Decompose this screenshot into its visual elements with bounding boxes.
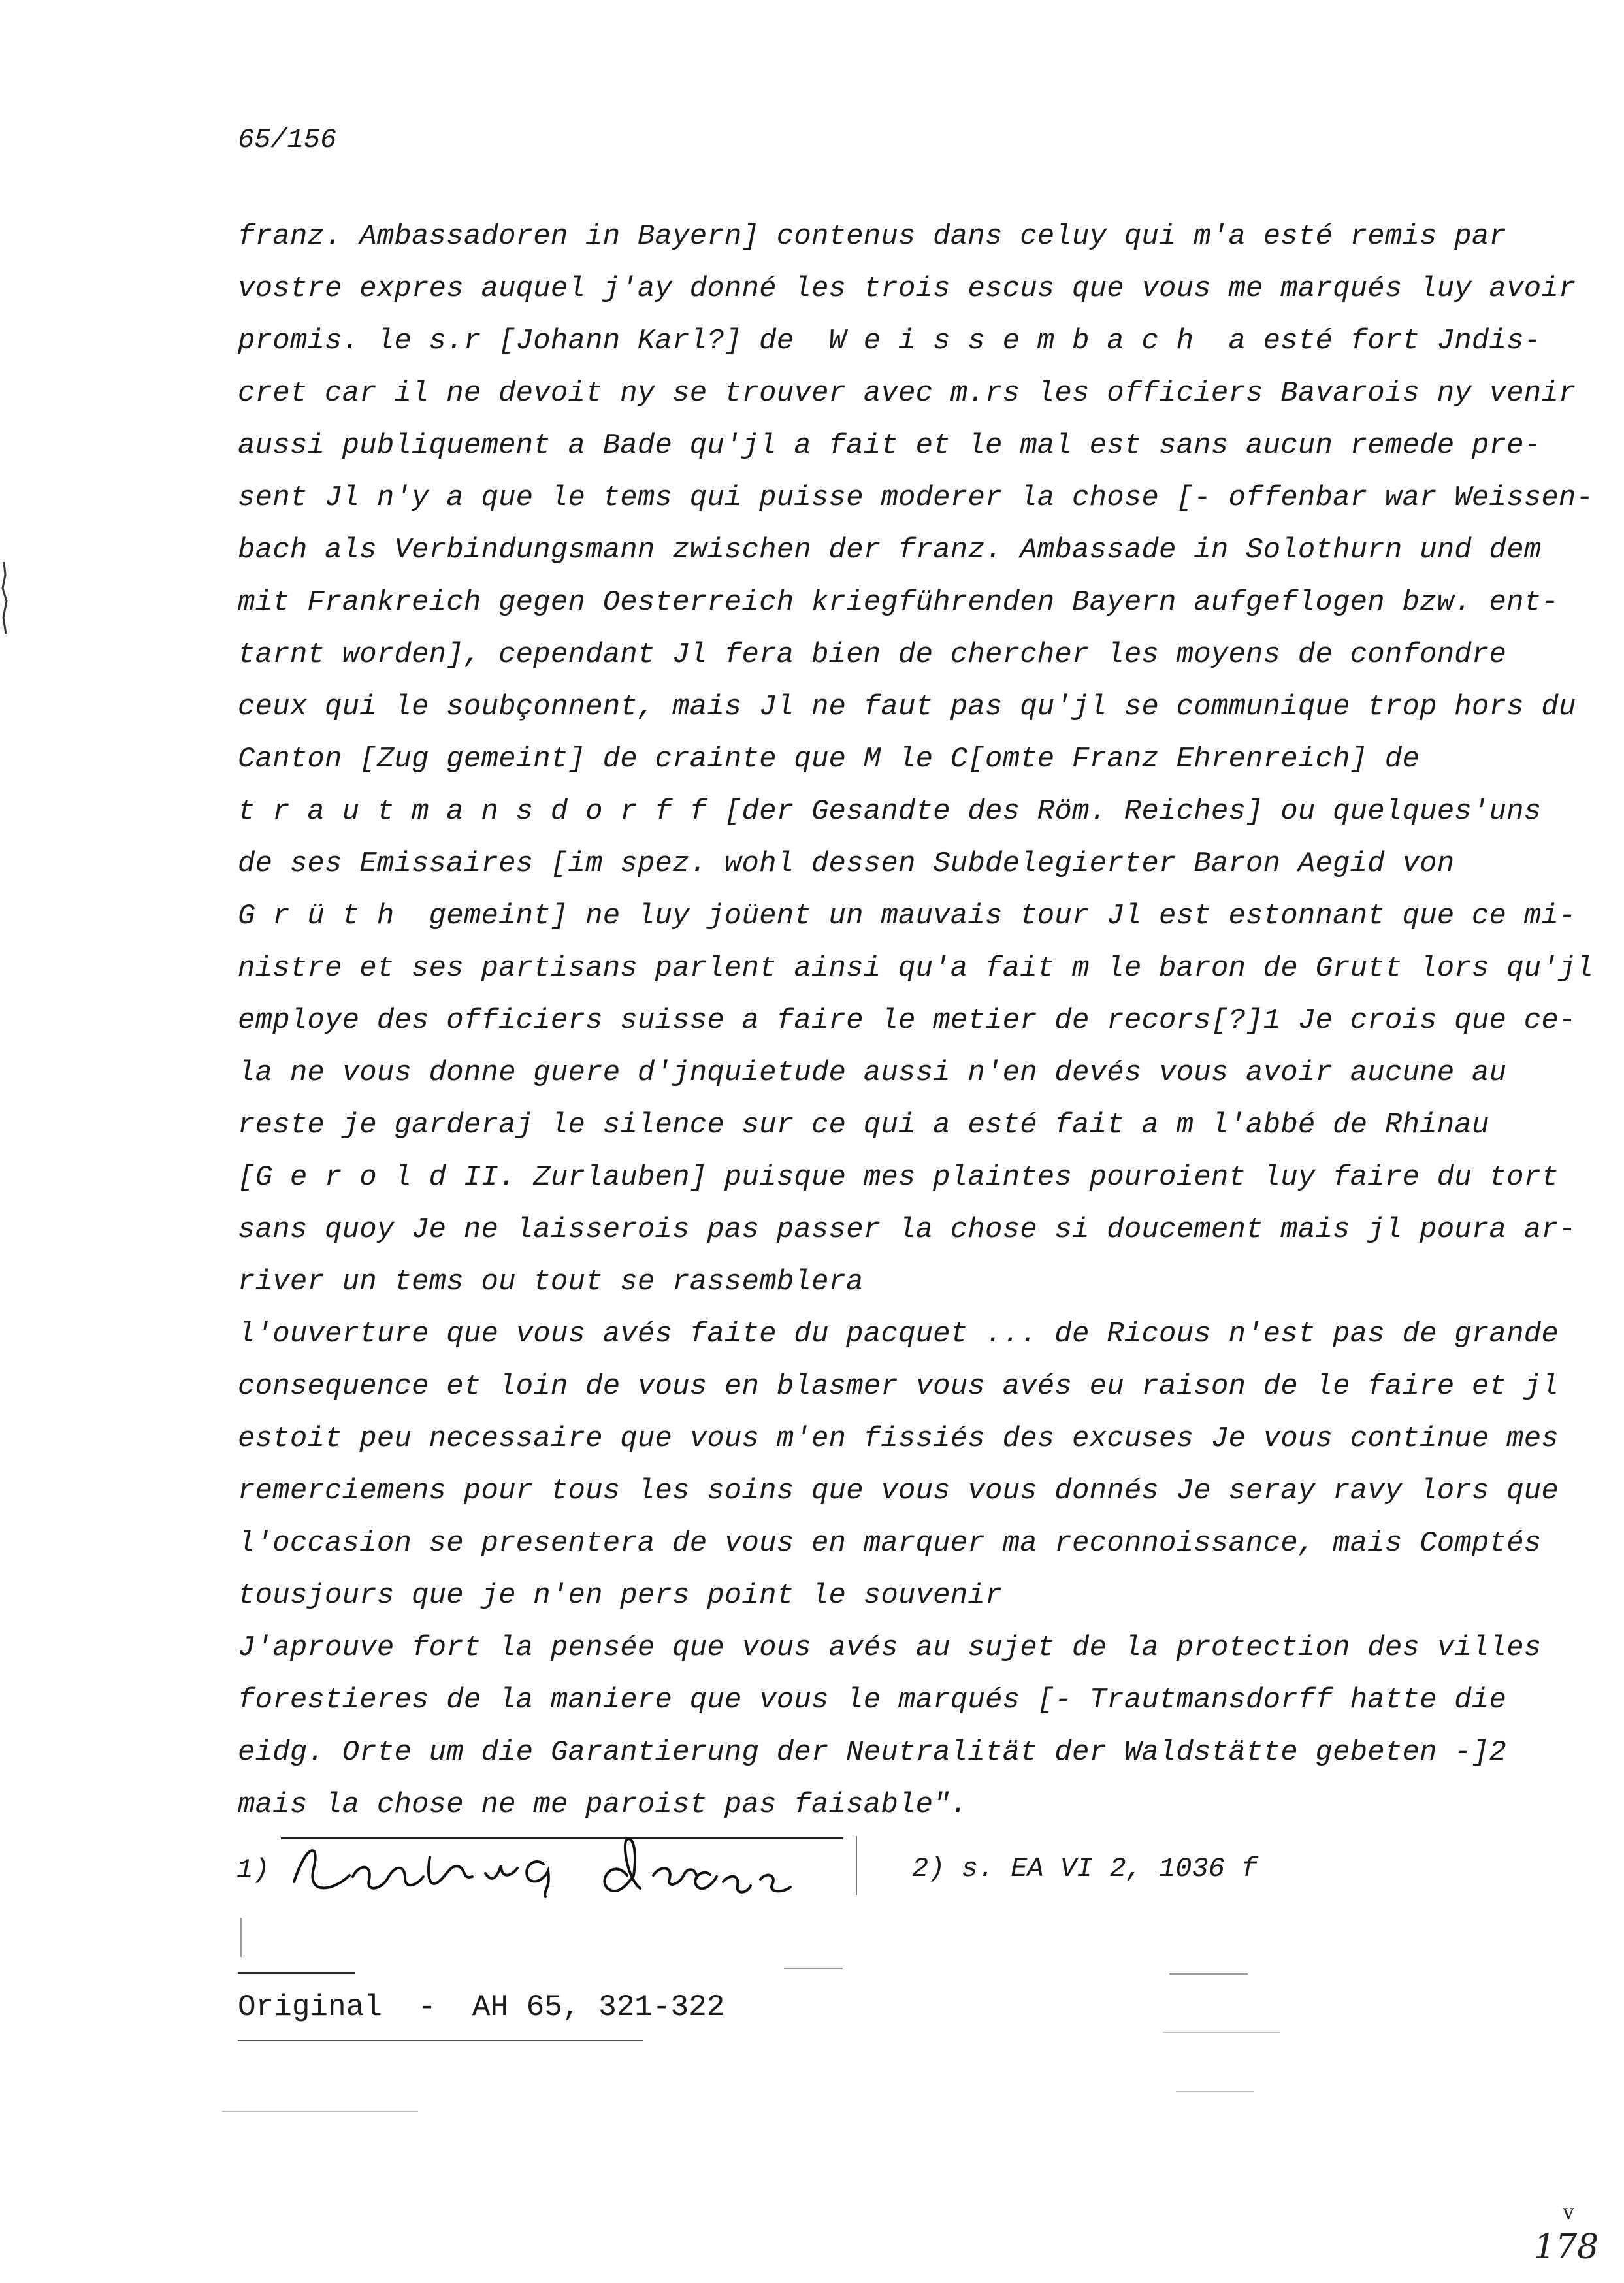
scan-speck	[1163, 2032, 1280, 2033]
scan-speck	[784, 1968, 843, 1969]
source-underline	[238, 2040, 643, 2041]
letter-body	[238, 210, 1594, 1831]
text-line: reste je garderaj le silence sur ce qui a esté fait a m l'abbé de Rhinau	[238, 1109, 1489, 1142]
text-line: mais la chose ne me paroist pas faisable".	[238, 1788, 968, 1821]
scan-speck	[1169, 1973, 1248, 1975]
source-reference: Original - AH 65, 321-322	[238, 1990, 725, 2024]
footnote-box-right-edge	[856, 1836, 857, 1895]
text-line: river un tems ou tout se rassemblera	[238, 1266, 864, 1298]
folio-number-text: 178	[1534, 2227, 1599, 2265]
text-line: sans quoy Je ne laisserois pas passer la chose si doucement mais jl poura ar-	[238, 1213, 1576, 1246]
text-line: estoit peu necessaire que vous m'en fissiés des excuses Je vous continue mes	[238, 1422, 1559, 1455]
text-line: forestieres de la maniere que vous le marqués [- Trautmansdorff hatte die	[238, 1684, 1507, 1716]
scan-speck	[1176, 2091, 1254, 2092]
text-line: eidg. Orte um die Garantierung der Neutralität der Waldstätte gebeten -]2	[238, 1736, 1507, 1769]
text-line: G r ü t h gemeint] ne luy joüent un mauvais tour Jl est estonnant que ce mi-	[238, 900, 1576, 932]
folio-number-handwritten	[1529, 2193, 1600, 2265]
text-line: [G e r o l d II. Zurlauben] puisque mes plaintes pouroient luy faire du tort	[238, 1161, 1559, 1194]
text-line: la ne vous donne guere d'jnquietude aussi n'en devés vous avoir aucune au	[238, 1057, 1507, 1089]
svg-text:v: v	[1563, 2199, 1575, 2224]
text-line: employe des officiers suisse a faire le metier de recors[?]1 Je crois que ce-	[238, 1004, 1576, 1037]
text-line: bach als Verbindungsmann zwischen der franz. Ambassade in Solothurn und dem	[238, 534, 1542, 567]
source-rule	[238, 1972, 355, 1974]
text-line: Canton [Zug gemeint] de crainte que M le C[omte Franz Ehrenreich] de	[238, 743, 1420, 776]
text-line: vostre expres auquel j'ay donné les trois escus que vous me marqués luy avoir	[238, 272, 1576, 305]
text-line: cret car il ne devoit ny se trouver avec m.rs les officiers Bavarois ny venir	[238, 377, 1576, 410]
text-line: tousjours que je n'en pers point le souvenir	[238, 1579, 1003, 1612]
page-number: 65/156	[238, 124, 337, 156]
text-line: l'ouverture que vous avés faite du pacquet ... de Ricous n'est pas de grande	[238, 1318, 1559, 1351]
footnote-2: 2) s. EA VI 2, 1036 f	[912, 1853, 1258, 1884]
scan-speck	[222, 2111, 418, 2112]
text-line: ceux qui le soubçonnent, mais Jl ne faut pas qu'jl se communique trop hors du	[238, 691, 1576, 723]
handwritten-annotation	[287, 1830, 849, 1908]
text-line: franz. Ambassadoren in Bayern] contenus dans celuy qui m'a esté remis par	[238, 220, 1507, 253]
text-line: mit Frankreich gegen Oesterreich kriegführenden Bayern aufgeflogen bzw. ent-	[238, 586, 1559, 619]
text-line: remerciemens pour tous les soins que vous vous donnés Je seray ravy lors que	[238, 1475, 1559, 1507]
text-line: l'occasion se presentera de vous en marquer ma reconnoissance, mais Comptés	[238, 1527, 1542, 1560]
footnote-box-left-edge	[240, 1918, 242, 1957]
text-line: aussi publiquement a Bade qu'jl a fait et le mal est sans aucun remede pre-	[238, 429, 1542, 462]
scan-edge-mark	[1, 562, 12, 634]
text-line: sent Jl n'y a que le tems qui puisse moderer la chose [- offenbar war Weissen-	[238, 482, 1594, 514]
text-line: nistre et ses partisans parlent ainsi qu'a fait m le baron de Grutt lors qu'jl	[238, 952, 1594, 985]
text-line: de ses Emissaires [im spez. wohl dessen Subdelegierter Baron Aegid von	[238, 847, 1455, 880]
text-line: promis. le s.r [Johann Karl?] de W e i s s e m b a c h a esté fort Jndis-	[238, 325, 1542, 357]
text-line: t r a u t m a n s d o r f f [der Gesandte des Röm. Reiches] ou quelques'uns	[238, 795, 1542, 828]
footnote-1-label: 1)	[236, 1854, 270, 1886]
text-line: J'aprouve fort la pensée que vous avés au sujet de la protection des villes	[238, 1632, 1542, 1664]
text-line: tarnt worden], cependant Jl fera bien de chercher les moyens de confondre	[238, 638, 1507, 671]
text-line: consequence et loin de vous en blasmer vous avés eu raison de le faire et jl	[238, 1370, 1559, 1403]
